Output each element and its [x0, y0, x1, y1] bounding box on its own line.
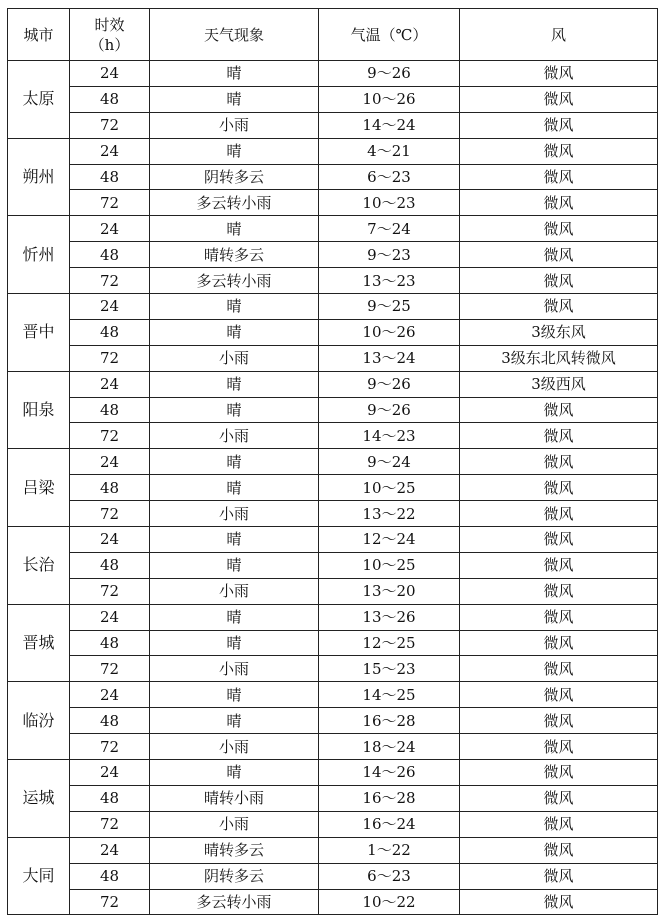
header-wind: 风 — [460, 9, 658, 61]
hours-cell: 72 — [70, 423, 150, 449]
wind-cell: 微风 — [460, 630, 658, 656]
weather-cell: 阴转多云 — [150, 164, 319, 190]
table-row — [8, 682, 658, 708]
weather-cell: 晴 — [150, 319, 319, 345]
header-temp: 气温（℃） — [319, 9, 460, 61]
wind-cell: 微风 — [460, 216, 658, 242]
wind-cell: 微风 — [460, 811, 658, 837]
wind-cell: 微风 — [460, 112, 658, 138]
hours-cell: 24 — [70, 682, 150, 708]
city-name: 阳泉 — [8, 371, 70, 449]
weather-cell: 晴 — [150, 682, 319, 708]
hours-cell: 48 — [70, 863, 150, 889]
weather-cell: 多云转小雨 — [150, 190, 319, 216]
wind-cell: 微风 — [460, 423, 658, 449]
hours-cell: 24 — [70, 837, 150, 863]
table-row — [8, 397, 658, 423]
city-name: 大同 — [8, 837, 70, 915]
hours-cell: 24 — [70, 760, 150, 786]
wind-cell: 微风 — [460, 61, 658, 87]
wind-cell: 微风 — [460, 682, 658, 708]
weather-cell: 多云转小雨 — [150, 889, 319, 915]
wind-cell: 微风 — [460, 501, 658, 527]
temp-cell: 9～25 — [319, 294, 460, 320]
table-row — [8, 708, 658, 734]
table-row — [8, 785, 658, 811]
temp-cell: 6～23 — [319, 164, 460, 190]
temp-cell: 16～28 — [319, 785, 460, 811]
temp-cell: 6～23 — [319, 863, 460, 889]
weather-cell: 小雨 — [150, 578, 319, 604]
city-name: 晋城 — [8, 604, 70, 682]
wind-cell: 微风 — [460, 397, 658, 423]
weather-cell: 晴转多云 — [150, 242, 319, 268]
header-city: 城市 — [8, 9, 70, 61]
table-row — [8, 112, 658, 138]
table-row — [8, 319, 658, 345]
weather-cell: 小雨 — [150, 734, 319, 760]
table-row — [8, 61, 658, 87]
hours-cell: 24 — [70, 604, 150, 630]
table-row — [8, 475, 658, 501]
table-row — [8, 216, 658, 242]
temp-cell: 13～26 — [319, 604, 460, 630]
hours-cell: 72 — [70, 889, 150, 915]
weather-cell: 晴 — [150, 138, 319, 164]
table-row — [8, 190, 658, 216]
temp-cell: 9～26 — [319, 397, 460, 423]
city-name: 朔州 — [8, 138, 70, 216]
wind-cell: 微风 — [460, 760, 658, 786]
wind-cell: 微风 — [460, 527, 658, 553]
weather-cell: 晴 — [150, 61, 319, 87]
wind-cell: 微风 — [460, 837, 658, 863]
table-row — [8, 760, 658, 786]
weather-cell: 多云转小雨 — [150, 268, 319, 294]
wind-cell: 微风 — [460, 734, 658, 760]
temp-cell: 18～24 — [319, 734, 460, 760]
temp-cell: 13～23 — [319, 268, 460, 294]
hours-cell: 48 — [70, 708, 150, 734]
wind-cell: 微风 — [460, 294, 658, 320]
temp-cell: 14～24 — [319, 112, 460, 138]
hours-cell: 24 — [70, 61, 150, 87]
hours-cell: 48 — [70, 319, 150, 345]
header-weather: 天气现象 — [150, 9, 319, 61]
wind-cell: 微风 — [460, 889, 658, 915]
table-row — [8, 371, 658, 397]
temp-cell: 1～22 — [319, 837, 460, 863]
weather-cell: 晴 — [150, 527, 319, 553]
weather-cell: 小雨 — [150, 656, 319, 682]
weather-cell: 晴 — [150, 397, 319, 423]
city-name: 长治 — [8, 527, 70, 605]
wind-cell: 微风 — [460, 164, 658, 190]
wind-cell: 微风 — [460, 578, 658, 604]
wind-cell: 微风 — [460, 242, 658, 268]
header-hours-line2: （h） — [89, 35, 130, 54]
temp-cell: 10～22 — [319, 889, 460, 915]
weather-cell: 晴 — [150, 552, 319, 578]
hours-cell: 72 — [70, 501, 150, 527]
wind-cell: 微风 — [460, 268, 658, 294]
temp-cell: 12～24 — [319, 527, 460, 553]
table-row — [8, 889, 658, 915]
weather-cell: 晴 — [150, 86, 319, 112]
weather-cell: 晴转多云 — [150, 837, 319, 863]
temp-cell: 13～20 — [319, 578, 460, 604]
weather-cell: 小雨 — [150, 501, 319, 527]
weather-cell: 晴 — [150, 449, 319, 475]
hours-cell: 24 — [70, 294, 150, 320]
temp-cell: 14～23 — [319, 423, 460, 449]
weather-cell: 晴转小雨 — [150, 785, 319, 811]
temp-cell: 13～22 — [319, 501, 460, 527]
city-name: 晋中 — [8, 294, 70, 372]
city-name: 忻州 — [8, 216, 70, 294]
wind-cell: 微风 — [460, 785, 658, 811]
temp-cell: 9～24 — [319, 449, 460, 475]
temp-cell: 14～25 — [319, 682, 460, 708]
table-row — [8, 242, 658, 268]
weather-cell: 晴 — [150, 708, 319, 734]
weather-cell: 晴 — [150, 604, 319, 630]
wind-cell: 微风 — [460, 449, 658, 475]
weather-cell: 小雨 — [150, 423, 319, 449]
temp-cell: 9～23 — [319, 242, 460, 268]
hours-cell: 24 — [70, 138, 150, 164]
wind-cell: 微风 — [460, 475, 658, 501]
wind-cell: 微风 — [460, 552, 658, 578]
weather-cell: 晴 — [150, 216, 319, 242]
hours-cell: 48 — [70, 630, 150, 656]
weather-cell: 晴 — [150, 294, 319, 320]
hours-cell: 24 — [70, 449, 150, 475]
weather-cell: 晴 — [150, 475, 319, 501]
table-row — [8, 294, 658, 320]
weather-cell: 晴 — [150, 760, 319, 786]
table-row — [8, 423, 658, 449]
table-row — [8, 345, 658, 371]
forecast-table — [7, 8, 658, 915]
hours-cell: 48 — [70, 397, 150, 423]
hours-cell: 72 — [70, 112, 150, 138]
hours-cell: 48 — [70, 475, 150, 501]
table-row — [8, 837, 658, 863]
table-row — [8, 630, 658, 656]
weather-cell: 小雨 — [150, 811, 319, 837]
header-hours-line1: 时效 — [94, 15, 125, 34]
table-row — [8, 811, 658, 837]
hours-cell: 72 — [70, 345, 150, 371]
temp-cell: 16～28 — [319, 708, 460, 734]
table-row — [8, 268, 658, 294]
wind-cell: 微风 — [460, 863, 658, 889]
table-row — [8, 501, 658, 527]
temp-cell: 10～23 — [319, 190, 460, 216]
temp-cell: 4～21 — [319, 138, 460, 164]
wind-cell: 微风 — [460, 708, 658, 734]
weather-cell: 晴 — [150, 630, 319, 656]
wind-cell: 3级东风 — [460, 319, 658, 345]
temp-cell: 15～23 — [319, 656, 460, 682]
temp-cell: 16～24 — [319, 811, 460, 837]
temp-cell: 14～26 — [319, 760, 460, 786]
hours-cell: 72 — [70, 268, 150, 294]
city-name: 运城 — [8, 760, 70, 838]
weather-cell: 晴 — [150, 371, 319, 397]
weather-cell: 阴转多云 — [150, 863, 319, 889]
wind-cell: 微风 — [460, 86, 658, 112]
table-row — [8, 734, 658, 760]
hours-cell: 72 — [70, 811, 150, 837]
city-name: 临汾 — [8, 682, 70, 760]
wind-cell: 微风 — [460, 604, 658, 630]
city-name: 吕梁 — [8, 449, 70, 527]
temp-cell: 10～25 — [319, 552, 460, 578]
temp-cell: 12～25 — [319, 630, 460, 656]
temp-cell: 10～25 — [319, 475, 460, 501]
weather-cell: 小雨 — [150, 345, 319, 371]
header-hours — [70, 9, 150, 61]
hours-cell: 72 — [70, 656, 150, 682]
hours-cell: 72 — [70, 578, 150, 604]
forecast-body — [8, 61, 658, 915]
table-row — [8, 138, 658, 164]
temp-cell: 7～24 — [319, 216, 460, 242]
temp-cell: 10～26 — [319, 86, 460, 112]
temp-cell: 10～26 — [319, 319, 460, 345]
table-row — [8, 86, 658, 112]
table-row — [8, 604, 658, 630]
temp-cell: 13～24 — [319, 345, 460, 371]
hours-cell: 48 — [70, 242, 150, 268]
hours-cell: 24 — [70, 216, 150, 242]
wind-cell: 3级西风 — [460, 371, 658, 397]
temp-cell: 9～26 — [319, 371, 460, 397]
hours-cell: 24 — [70, 371, 150, 397]
wind-cell: 微风 — [460, 138, 658, 164]
wind-cell: 3级东北风转微风 — [460, 345, 658, 371]
temp-cell: 9～26 — [319, 61, 460, 87]
hours-cell: 48 — [70, 164, 150, 190]
hours-cell: 72 — [70, 190, 150, 216]
table-row — [8, 863, 658, 889]
city-name: 太原 — [8, 61, 70, 139]
table-row — [8, 164, 658, 190]
table-row — [8, 449, 658, 475]
hours-cell: 48 — [70, 552, 150, 578]
table-row — [8, 578, 658, 604]
wind-cell: 微风 — [460, 190, 658, 216]
hours-cell: 72 — [70, 734, 150, 760]
weather-cell: 小雨 — [150, 112, 319, 138]
wind-cell: 微风 — [460, 656, 658, 682]
hours-cell: 48 — [70, 86, 150, 112]
header-row — [8, 9, 658, 61]
table-row — [8, 656, 658, 682]
table-row — [8, 552, 658, 578]
table-row — [8, 527, 658, 553]
hours-cell: 48 — [70, 785, 150, 811]
hours-cell: 24 — [70, 527, 150, 553]
